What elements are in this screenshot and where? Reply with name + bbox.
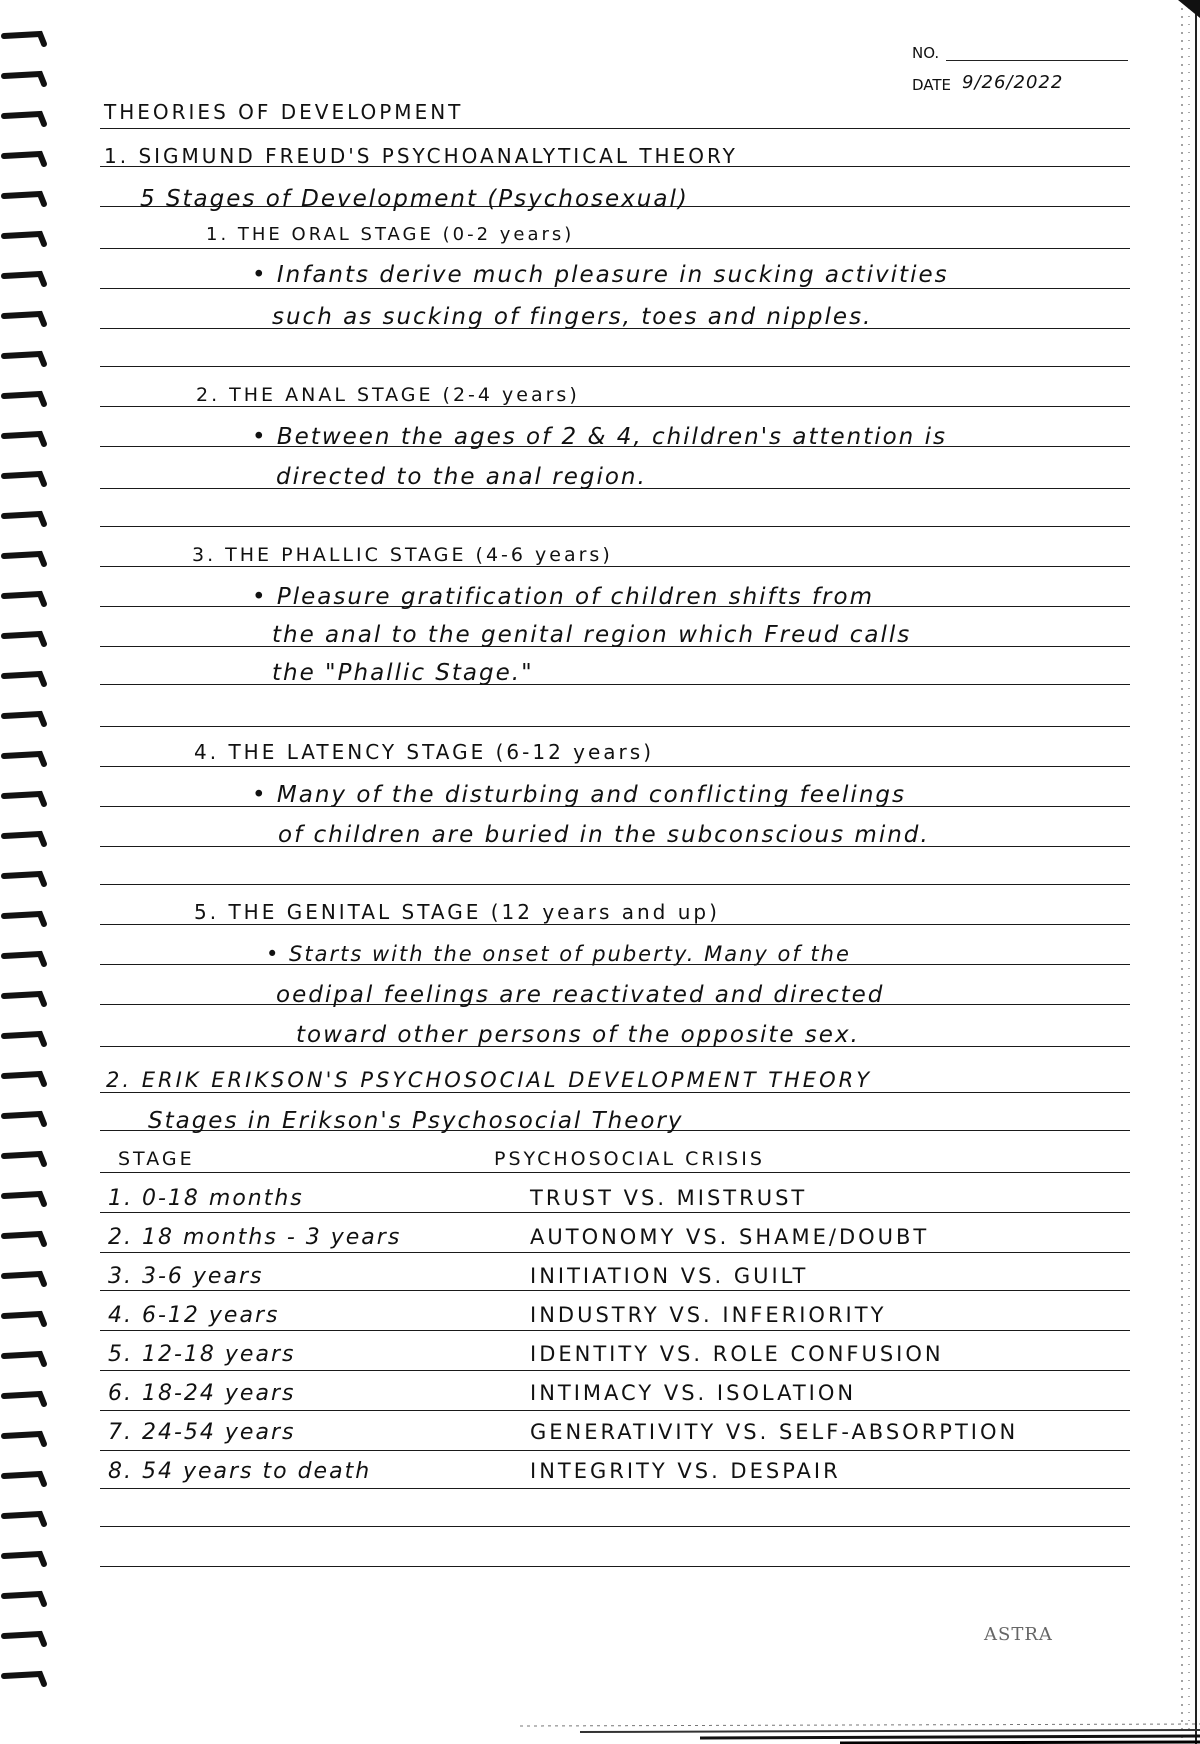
spiral-ring bbox=[4, 1674, 44, 1684]
spiral-ring bbox=[4, 1274, 44, 1284]
spiral-ring bbox=[4, 1034, 44, 1044]
ruled-line bbox=[100, 726, 1130, 727]
spiral-ring bbox=[4, 394, 44, 404]
stage-1-title: 1. THE ORAL STAGE (0-2 years) bbox=[206, 224, 575, 245]
stage-3-line-3: the "Phallic Stage." bbox=[272, 660, 534, 686]
document-title: THEORIES OF DEVELOPMENT bbox=[104, 100, 464, 124]
ruled-line bbox=[100, 1410, 1130, 1411]
ruled-line bbox=[100, 684, 1130, 685]
ruled-line bbox=[100, 1290, 1130, 1291]
stage-5-line-3: toward other persons of the opposite sex. bbox=[296, 1022, 860, 1048]
spiral-ring bbox=[4, 794, 44, 804]
erikson-stage-cell: 8. 54 years to death bbox=[108, 1459, 372, 1484]
ruled-line bbox=[100, 1370, 1130, 1371]
ruled-line bbox=[100, 128, 1130, 129]
spiral-ring bbox=[4, 594, 44, 604]
stage-3-line-2: the anal to the genital region which Freud calls bbox=[272, 622, 912, 648]
ruled-line bbox=[100, 1526, 1130, 1527]
ruled-line bbox=[100, 1566, 1130, 1567]
ruled-line bbox=[100, 884, 1130, 885]
spiral-ring bbox=[4, 1634, 44, 1644]
date-label: DATE bbox=[912, 76, 952, 94]
spiral-ring bbox=[4, 514, 44, 524]
ruled-line bbox=[100, 1252, 1130, 1253]
stage-2-title: 2. THE ANAL STAGE (2-4 years) bbox=[196, 384, 580, 406]
spiral-ring bbox=[4, 1434, 44, 1444]
erikson-crisis-cell: GENERATIVITY VS. SELF-ABSORPTION bbox=[530, 1420, 1019, 1444]
spiral-ring bbox=[4, 34, 44, 44]
ruled-line bbox=[100, 1488, 1130, 1489]
spiral-ring bbox=[4, 1474, 44, 1484]
ruled-line bbox=[100, 248, 1130, 249]
section-2-subheading: Stages in Erikson's Psychosocial Theory bbox=[148, 1108, 684, 1134]
erikson-stage-cell: 6. 18-24 years bbox=[108, 1381, 296, 1406]
date-value: 9/26/2022 bbox=[962, 72, 1064, 93]
spiral-ring bbox=[4, 554, 44, 564]
spiral-ring bbox=[4, 954, 44, 964]
ruled-line bbox=[100, 526, 1130, 527]
ruled-line bbox=[100, 366, 1130, 367]
stage-4-line-1: • Many of the disturbing and conflicting feelings bbox=[252, 782, 906, 808]
erikson-crisis-cell: INTIMACY VS. ISOLATION bbox=[530, 1381, 857, 1405]
erikson-stage-cell: 3. 3-6 years bbox=[108, 1264, 264, 1289]
stage-4-title: 4. THE LATENCY STAGE (6-12 years) bbox=[194, 740, 654, 764]
erikson-stage-cell: 2. 18 months - 3 years bbox=[108, 1225, 402, 1250]
spiral-binding bbox=[0, 0, 70, 1744]
erikson-crisis-cell: INITIATION VS. GUILT bbox=[530, 1264, 809, 1288]
stage-1-line-1: • Infants derive much pleasure in sucking activities bbox=[252, 262, 949, 288]
erikson-crisis-cell: TRUST VS. MISTRUST bbox=[530, 1186, 808, 1210]
spiral-ring bbox=[4, 1354, 44, 1364]
ruled-line bbox=[100, 1330, 1130, 1331]
erikson-stage-cell: 7. 24-54 years bbox=[108, 1420, 296, 1445]
page-edge-right bbox=[1178, 0, 1200, 1744]
spiral-ring bbox=[4, 674, 44, 684]
erikson-crisis-cell: INDUSTRY VS. INFERIORITY bbox=[530, 1303, 887, 1327]
erikson-crisis-cell: IDENTITY VS. ROLE CONFUSION bbox=[530, 1342, 944, 1366]
erikson-crisis-cell: AUTONOMY VS. SHAME/DOUBT bbox=[530, 1225, 930, 1249]
stage-4-line-2: of children are buried in the subconscious mind. bbox=[278, 822, 930, 848]
spiral-ring bbox=[4, 1114, 44, 1124]
spiral-ring bbox=[4, 194, 44, 204]
stage-2-line-1: • Between the ages of 2 & 4, children's attention is bbox=[252, 424, 947, 450]
erikson-stage-cell: 1. 0-18 months bbox=[108, 1186, 304, 1211]
ruled-line bbox=[100, 1450, 1130, 1451]
spiral-ring bbox=[4, 1234, 44, 1244]
ruled-line bbox=[100, 924, 1130, 925]
spiral-ring bbox=[4, 1154, 44, 1164]
column-header-crisis: PSYCHOSOCIAL CRISIS bbox=[494, 1148, 765, 1170]
spiral-ring bbox=[4, 634, 44, 644]
column-header-stage: STAGE bbox=[118, 1148, 195, 1170]
ruled-line bbox=[100, 406, 1130, 407]
spiral-ring bbox=[4, 1594, 44, 1604]
spiral-ring bbox=[4, 1314, 44, 1324]
ruled-line bbox=[100, 1212, 1130, 1213]
spiral-ring bbox=[4, 114, 44, 124]
erikson-stage-cell: 4. 6-12 years bbox=[108, 1303, 280, 1328]
spiral-ring bbox=[4, 1394, 44, 1404]
spiral-ring bbox=[4, 754, 44, 764]
spiral-ring bbox=[4, 1074, 44, 1084]
erikson-stage-cell: 5. 12-18 years bbox=[108, 1342, 296, 1367]
section-1-subheading: 5 Stages of Development (Psychosexual) bbox=[140, 186, 689, 212]
spiral-ring bbox=[4, 354, 44, 364]
brand-mark: ASTRA bbox=[984, 1624, 1053, 1645]
no-label: NO. bbox=[912, 44, 940, 62]
page-edge-bottom bbox=[520, 1718, 1200, 1744]
stage-3-line-1: • Pleasure gratification of children shifts from bbox=[252, 584, 874, 610]
stage-2-line-2: directed to the anal region. bbox=[276, 464, 647, 490]
spiral-ring bbox=[4, 234, 44, 244]
section-2-heading: 2. ERIK ERIKSON'S PSYCHOSOCIAL DEVELOPMENT THEORY bbox=[106, 1068, 873, 1092]
spiral-ring bbox=[4, 274, 44, 284]
stage-1-line-2: such as sucking of fingers, toes and nipples. bbox=[272, 304, 873, 330]
stage-3-title: 3. THE PHALLIC STAGE (4-6 years) bbox=[192, 544, 613, 566]
ruled-line bbox=[100, 1092, 1130, 1093]
spiral-ring bbox=[4, 1514, 44, 1524]
stage-5-title: 5. THE GENITAL STAGE (12 years and up) bbox=[194, 900, 720, 924]
spiral-ring bbox=[4, 314, 44, 324]
stage-5-line-2: oedipal feelings are reactivated and directed bbox=[276, 982, 885, 1008]
ruled-line bbox=[100, 766, 1130, 767]
ruled-line bbox=[100, 288, 1130, 289]
spiral-ring bbox=[4, 914, 44, 924]
spiral-ring bbox=[4, 1554, 44, 1564]
ruled-line bbox=[100, 1172, 1130, 1173]
ruled-line bbox=[100, 566, 1130, 567]
stage-5-line-1: • Starts with the onset of puberty. Many of the bbox=[266, 942, 851, 966]
spiral-ring bbox=[4, 154, 44, 164]
spiral-ring bbox=[4, 714, 44, 724]
spiral-ring bbox=[4, 994, 44, 1004]
spiral-ring bbox=[4, 434, 44, 444]
section-1-heading: 1. SIGMUND FREUD'S PSYCHOANALYTICAL THEORY bbox=[104, 144, 738, 168]
spiral-ring bbox=[4, 874, 44, 884]
erikson-crisis-cell: INTEGRITY VS. DESPAIR bbox=[530, 1459, 841, 1483]
spiral-ring bbox=[4, 834, 44, 844]
spiral-ring bbox=[4, 474, 44, 484]
spiral-ring bbox=[4, 1194, 44, 1204]
no-underline bbox=[946, 60, 1128, 61]
spiral-ring bbox=[4, 74, 44, 84]
